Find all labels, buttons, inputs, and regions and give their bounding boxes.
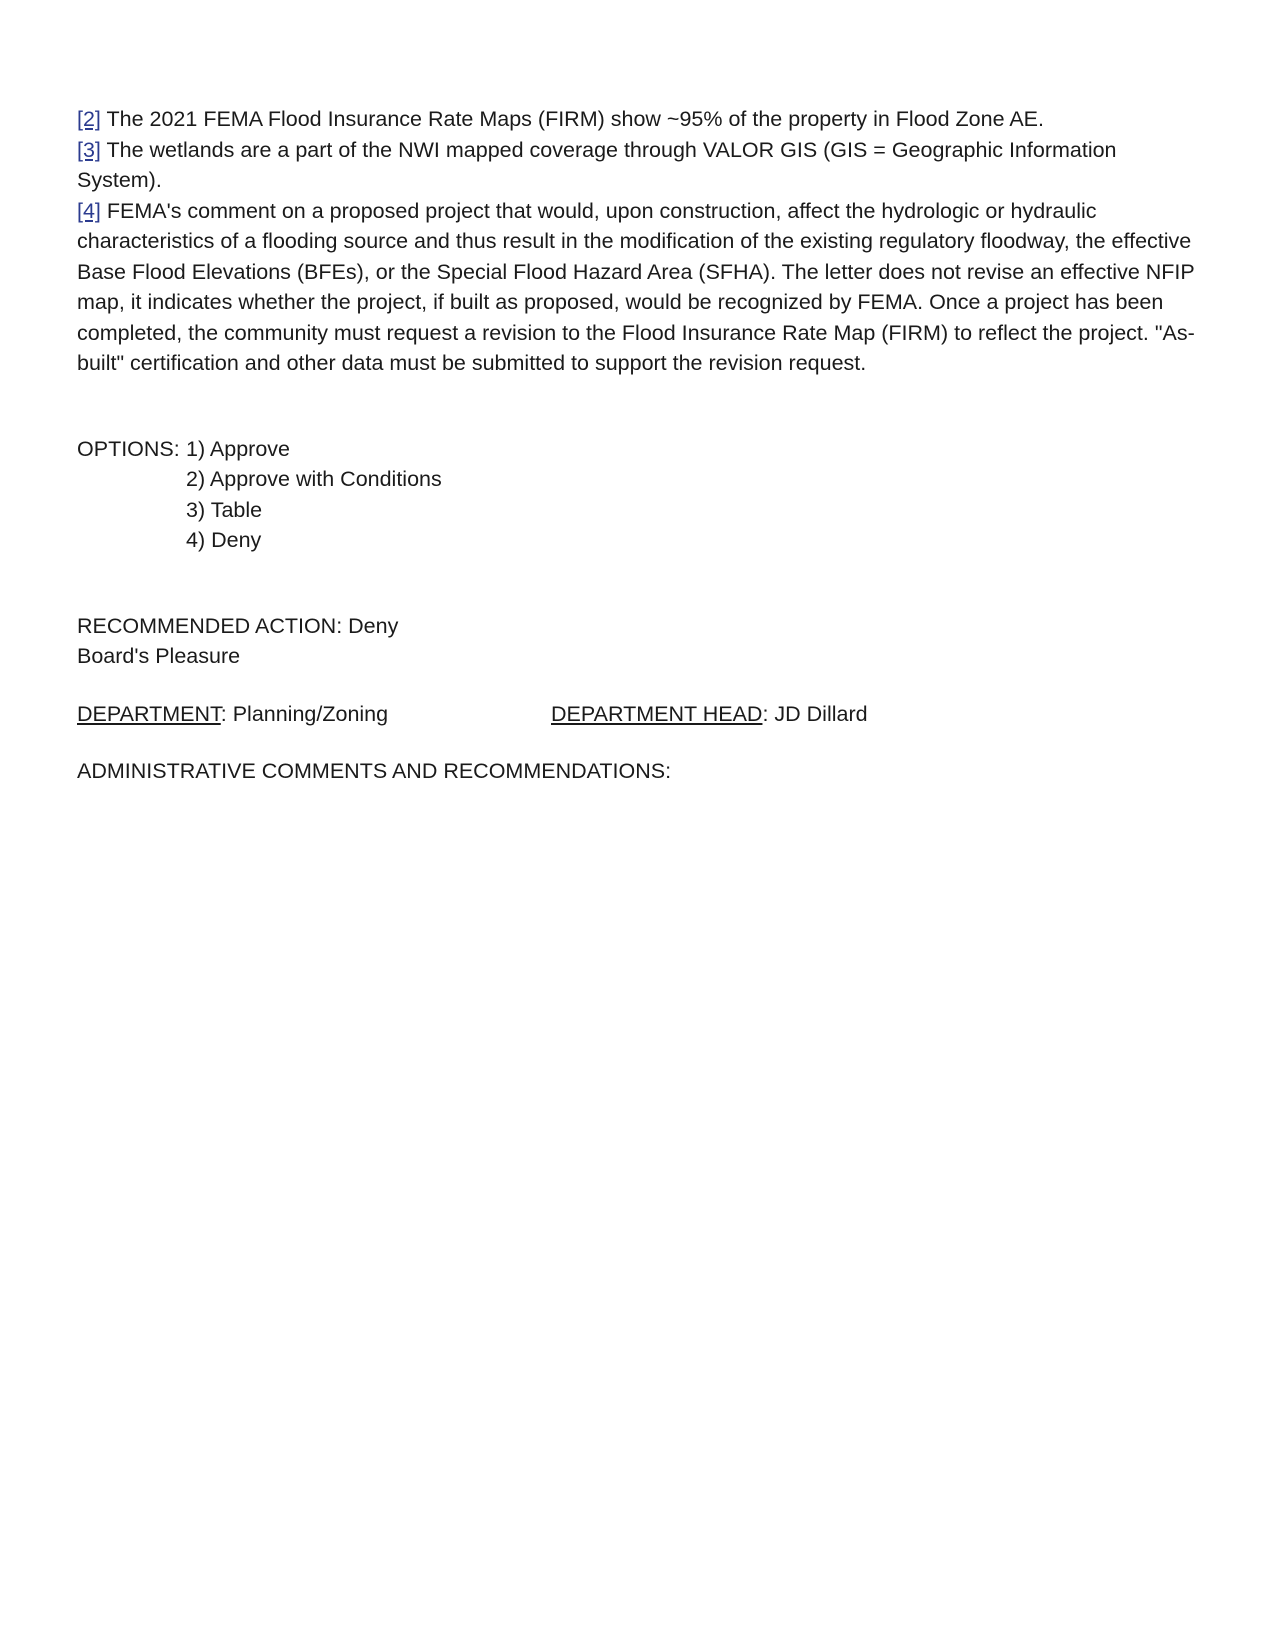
- options-section: [77, 434, 1202, 556]
- recommended-action-note: Board's Pleasure: [77, 644, 241, 668]
- document-page: [77, 104, 1202, 787]
- footnote-text: The 2021 FEMA Flood Insurance Rate Maps (FIRM) show ~95% of the property in Flood Zone AE.: [100, 107, 1044, 131]
- option-item: 4) Deny: [186, 528, 262, 552]
- department-section: [77, 699, 1202, 730]
- department-value: : Planning/Zoning: [220, 701, 389, 726]
- department-head: [551, 699, 868, 730]
- department-head-value: : JD Dillard: [762, 701, 868, 726]
- footnote-4: [77, 196, 1202, 379]
- footnote-ref-link[interactable]: [4]: [77, 198, 101, 223]
- recommended-action-section: [77, 611, 1202, 672]
- footnote-text: FEMA's comment on a proposed project that would, upon construction, affect the hydrologic or hydraulic characteristics of a flooding source and thus result in the modification of the existing regulatory floodway, the effective Base Flood Elevations (BFEs), or the Special Flood Hazard Area (SFHA). The letter does not revise an effective NFIP map, it indicates whether the project, if built as proposed, would be recognized by FEMA. Once a project has been completed, the community must request a revision to the Flood Insurance Rate Map (FIRM) to reflect the project. "As-built" certification and other data must be submitted to support the revision request.: [77, 198, 1195, 375]
- footnote-ref-link[interactable]: [3]: [77, 137, 101, 162]
- option-item: 2) Approve with Conditions: [186, 467, 442, 491]
- options-label: OPTIONS:: [77, 436, 180, 461]
- footnote-ref-link[interactable]: [2]: [77, 107, 101, 131]
- admin-comments-heading: ADMINISTRATIVE COMMENTS AND RECOMMENDATIONS:: [77, 759, 672, 783]
- option-item: 3) Table: [186, 497, 263, 522]
- department: [77, 699, 551, 730]
- options-list: [186, 434, 442, 556]
- footnote-3: [77, 135, 1202, 196]
- department-head-label: DEPARTMENT HEAD: [551, 701, 763, 726]
- recommended-action: RECOMMENDED ACTION: Deny: [77, 613, 399, 638]
- option-item: 1) Approve: [186, 436, 290, 461]
- footnote-text: The wetlands are a part of the NWI mapped coverage through VALOR GIS (GIS = Geographic Information System).: [77, 137, 1117, 192]
- footnote-2: [77, 104, 1202, 135]
- department-label: DEPARTMENT: [77, 701, 221, 726]
